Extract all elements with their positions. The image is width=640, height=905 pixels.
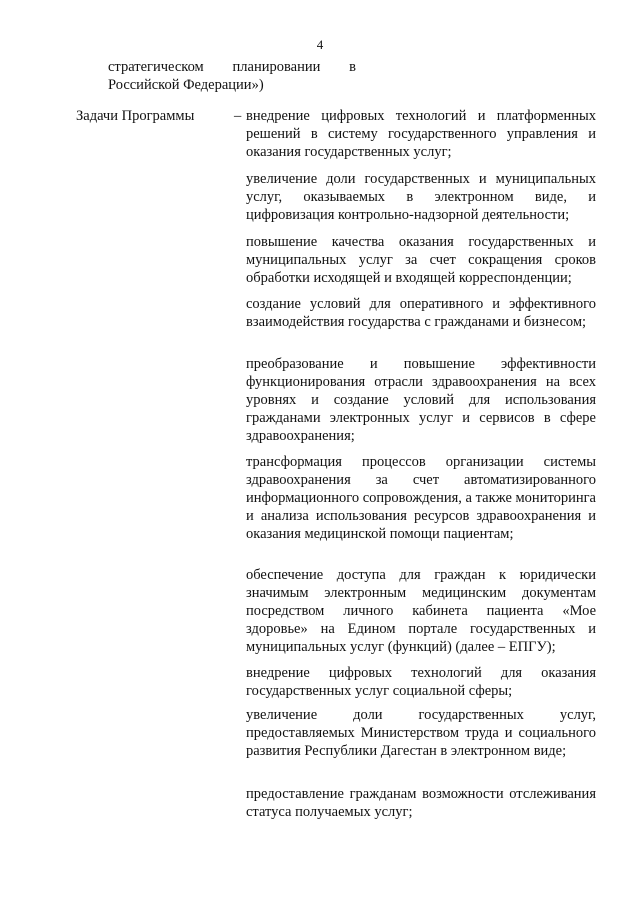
task-item-9: увеличение доли государственных услуг, предоставляемых Министерством труда и социального развития Республики Дагестан в электронном виде; [246, 707, 596, 759]
task-item-2: увеличение доли государственных и муниципальных услуг, оказываемых в электронном виде, и цифровизация контрольно-надзорной деятельности; [246, 171, 596, 223]
intro-line-1: стратегическом планировании в [108, 59, 356, 75]
task-item-10: предоставление гражданам возможности отслеживания статуса получаемых услуг; [246, 786, 596, 820]
list-dash: – [234, 108, 242, 124]
task-item-4: создание условий для оперативного и эффективного взаимодействия государства с гражданами и бизнесом; [246, 296, 596, 330]
intro-text [108, 58, 356, 94]
task-item-3: повышение качества оказания государственных и муниципальных услуг за счет сокращения сроков обработки исходящей и входящей корреспонденции; [246, 234, 596, 286]
task-item-7: обеспечение доступа для граждан к юридически значимым электронным медицинским документам посредством личного кабинета пациента «Мое здоровье» на Едином портале государственных и муниципальных услуг (функций) (далее – ЕПГУ); [246, 567, 596, 655]
task-item-1: внедрение цифровых технологий и платформенных решений в систему государственного управления и оказания государственных услуг; [246, 108, 596, 160]
task-item-6: трансформация процессов организации системы здравоохранения за счет автоматизированного информационного сопровождения, а также мониторинга и анализа использования ресурсов здравоохранения и оказания медицинской помощи пациентам; [246, 454, 596, 542]
intro-line-2: Российской Федерации») [108, 77, 264, 93]
section-label: Задачи Программы [76, 108, 195, 124]
page-number: 4 [316, 37, 324, 52]
task-item-5: преобразование и повышение эффективности функционирования отрасли здравоохранения на всех уровнях и создание условий для использования гражданами электронных услуг и сервисов в сфере здравоохранения; [246, 356, 596, 444]
task-item-8: внедрение цифровых технологий для оказания государственных услуг социальной сферы; [246, 665, 596, 699]
